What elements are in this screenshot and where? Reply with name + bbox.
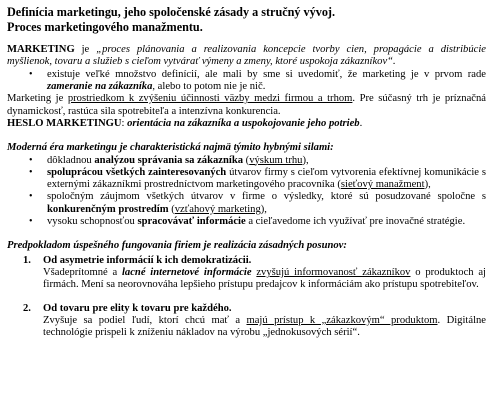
title-line-1: Definícia marketingu, jeho spoločenské zásady a stručný vývoj. (7, 5, 336, 19)
motto-label: HESLO MARKETINGU (7, 117, 122, 129)
modern-era-list (7, 155, 486, 229)
list-item: • existuje veľké množstvo definícií, ale mali by sme si uvedomiť, že marketing je v prvom rade zameranie na zákazníka, alebo to potom nie je nič. (7, 69, 486, 94)
list-item: • spoločným záujmom všetkých útvarov v firme o výsledky, ktoré sú posudzované spoločne s konkurenčným prostredím (vzťahový marketing), (7, 191, 486, 216)
prerequisites-heading: Predpokladom úspešného fungovania firiem je realizácia zásadných posunov: (7, 240, 347, 252)
motto-text: orientácia na zákazníka a uspokojovanie jeho potrieb (127, 117, 360, 129)
prerequisites-list (7, 255, 486, 340)
item-body: Zvyšuje sa podiel ľudí, ktorí chcú mať a majú prístup k „zákazkovým“ produktom. Digitálne technológie prispeli k zníženiu nákladov na výrobu „jednokusových sérií“. (43, 314, 487, 339)
list-item (7, 303, 486, 340)
item-heading: Od tovaru pre elity k tovaru pre každého. (43, 302, 232, 314)
modern-era-heading: Moderná éra marketingu je charakteristická najmä týmito hybnými silami: (7, 142, 334, 154)
list-item: • vysoku schopnosťou spracovávať informácie a cieľavedome ich využívať pre inovačné stratégie. (7, 216, 486, 228)
item-body: Všadeprítomné a lacné internetové informácie zvyšujú informovanosť zákazníkov o produktoch aj firmách. Mení sa neorovnováha lepšieho prístupu predajcov k informáciám ako prístupu spotrebiteľov. (43, 266, 487, 291)
emphasis-customer-focus: zameranie na zákazníka (47, 81, 153, 93)
underlined-phrase: prostriedkom k zvýšeniu účinnosti väzby medzi firmou a trhom (67, 93, 353, 105)
list-item: • spoluprácou všetkých zainteresovaných útvarov firmy s cieľom vytvorenia efektívnej komunikácie s externými zákazníkmi prostredníctvom marketingového pracovníka (sieťový manažment), (7, 167, 486, 192)
intro-bullet-list (7, 69, 486, 94)
list-item: • dôkladnou analýzou správania sa zákazníka (výskum trhu), (7, 155, 486, 167)
item-number: 1. (23, 254, 31, 266)
definition-quote: „proces plánovania a realizovania koncepcie tvorby cien, propagácie a distribúcie myšlienok, tovaru a služieb s cieľom vytvárať výmeny a zmeny, ktoré uspokoja zákazníkov“. (7, 44, 487, 68)
item-heading: Od asymetrie informácií k ich demokratizácii. (43, 254, 252, 266)
marketing-definition: MARKETING je „proces plánovania a realizovania koncepcie tvorby cien, propagácie a distribúcie myšlienok, tovaru a služieb s cieľom vytvárať výmeny a zmeny, ktoré uspokoja zákazníkov“. (7, 44, 487, 68)
list-item (7, 255, 486, 292)
marketing-term: MARKETING (7, 44, 75, 56)
title-line-2: Proces marketingového manažmentu. (7, 19, 203, 34)
item-number: 2. (23, 302, 31, 314)
marketing-motto: HESLO MARKETINGU: orientácia na zákazníka a uspokojovanie jeho potrieb. (7, 117, 363, 129)
document-title (7, 5, 486, 34)
marketing-means-paragraph: Marketing je prostriedkom k zvýšeniu účinnosti väzby medzi firmou a trhom. Pre súčasný trh je príznačná dynamickosť, rastúca sila spotrebiteľa a intenzívna konkurencia. (7, 93, 486, 117)
